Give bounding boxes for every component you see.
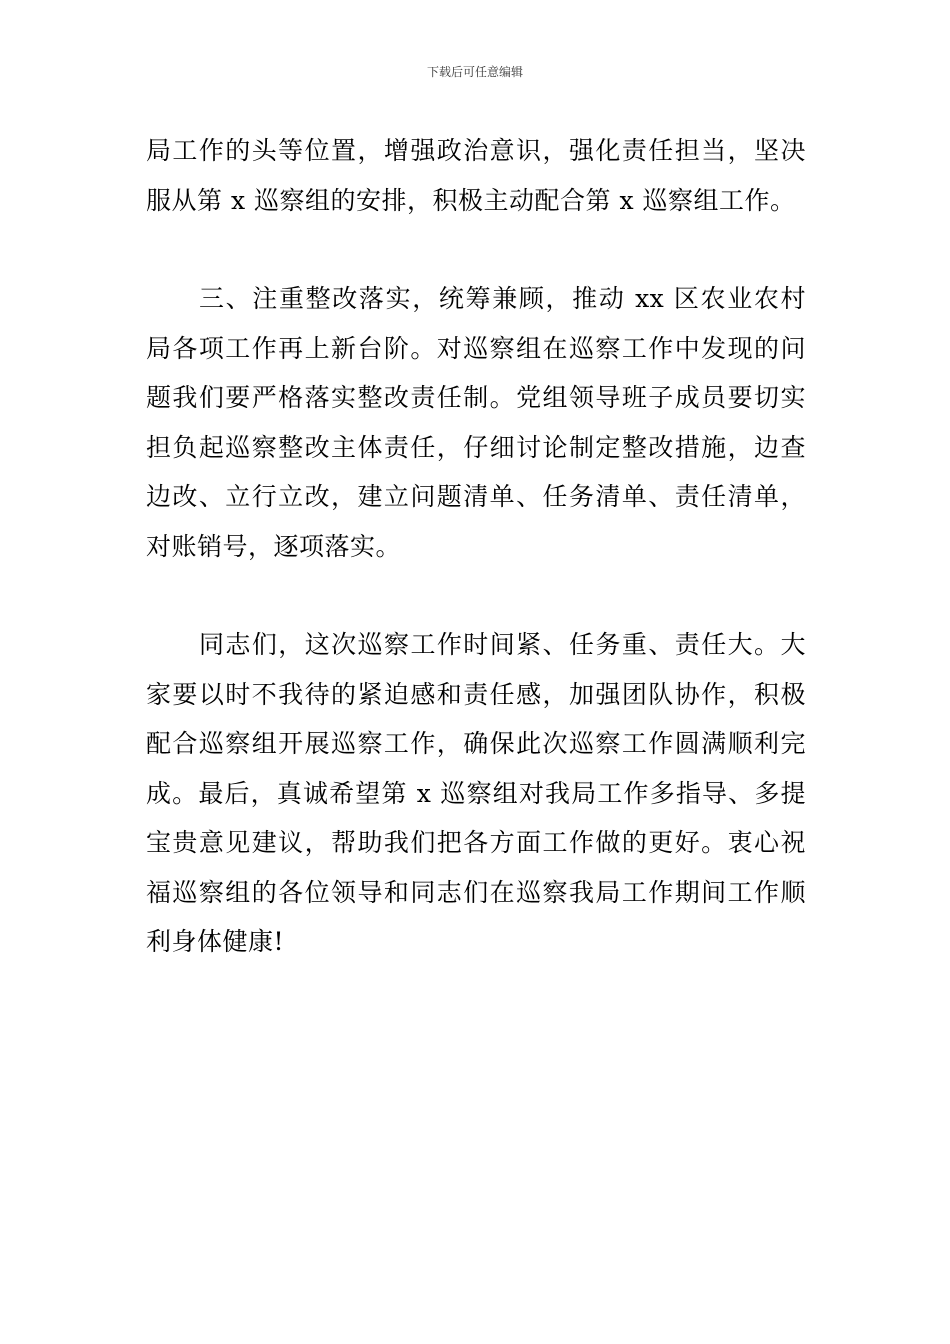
paragraph-closing: 同志们，这次巡察工作时间紧、任务重、责任大。大家要以时不我待的紧迫感和责任感，加强团队协作，积极配合巡察组开展巡察工作，确保此次巡察工作圆满顺利完成。最后，真诚希望第 x 巡察组对我局工作多指导、多提宝贵意见建议，帮助我们把各方面工作做的更好。衷心祝福巡察组的各位领导和同志们在巡察我局工作期间工作顺利身体健康! (146, 630, 806, 956)
paragraph-rectification: 三、注重整改落实，统筹兼顾，推动 xx 区农业农村局各项工作再上新台阶。对巡察组在巡察工作中发现的问题我们要严格落实整改责任制。党组领导班子成员要切实担负起巡察整改主体责任，仔细讨论制定整改措施，边查边改、立行立改，建立问题清单、任务清单、责任清单，对账销号，逐项落实。 (146, 284, 806, 561)
header-note: 下载后可任意编辑 (426, 65, 523, 79)
paragraph-continuation: 局工作的头等位置，增强政治意识，强化责任担当，坚决服从第 x 巡察组的安排，积极主动配合第 x 巡察组工作。 (146, 136, 806, 215)
document-body (146, 126, 806, 967)
